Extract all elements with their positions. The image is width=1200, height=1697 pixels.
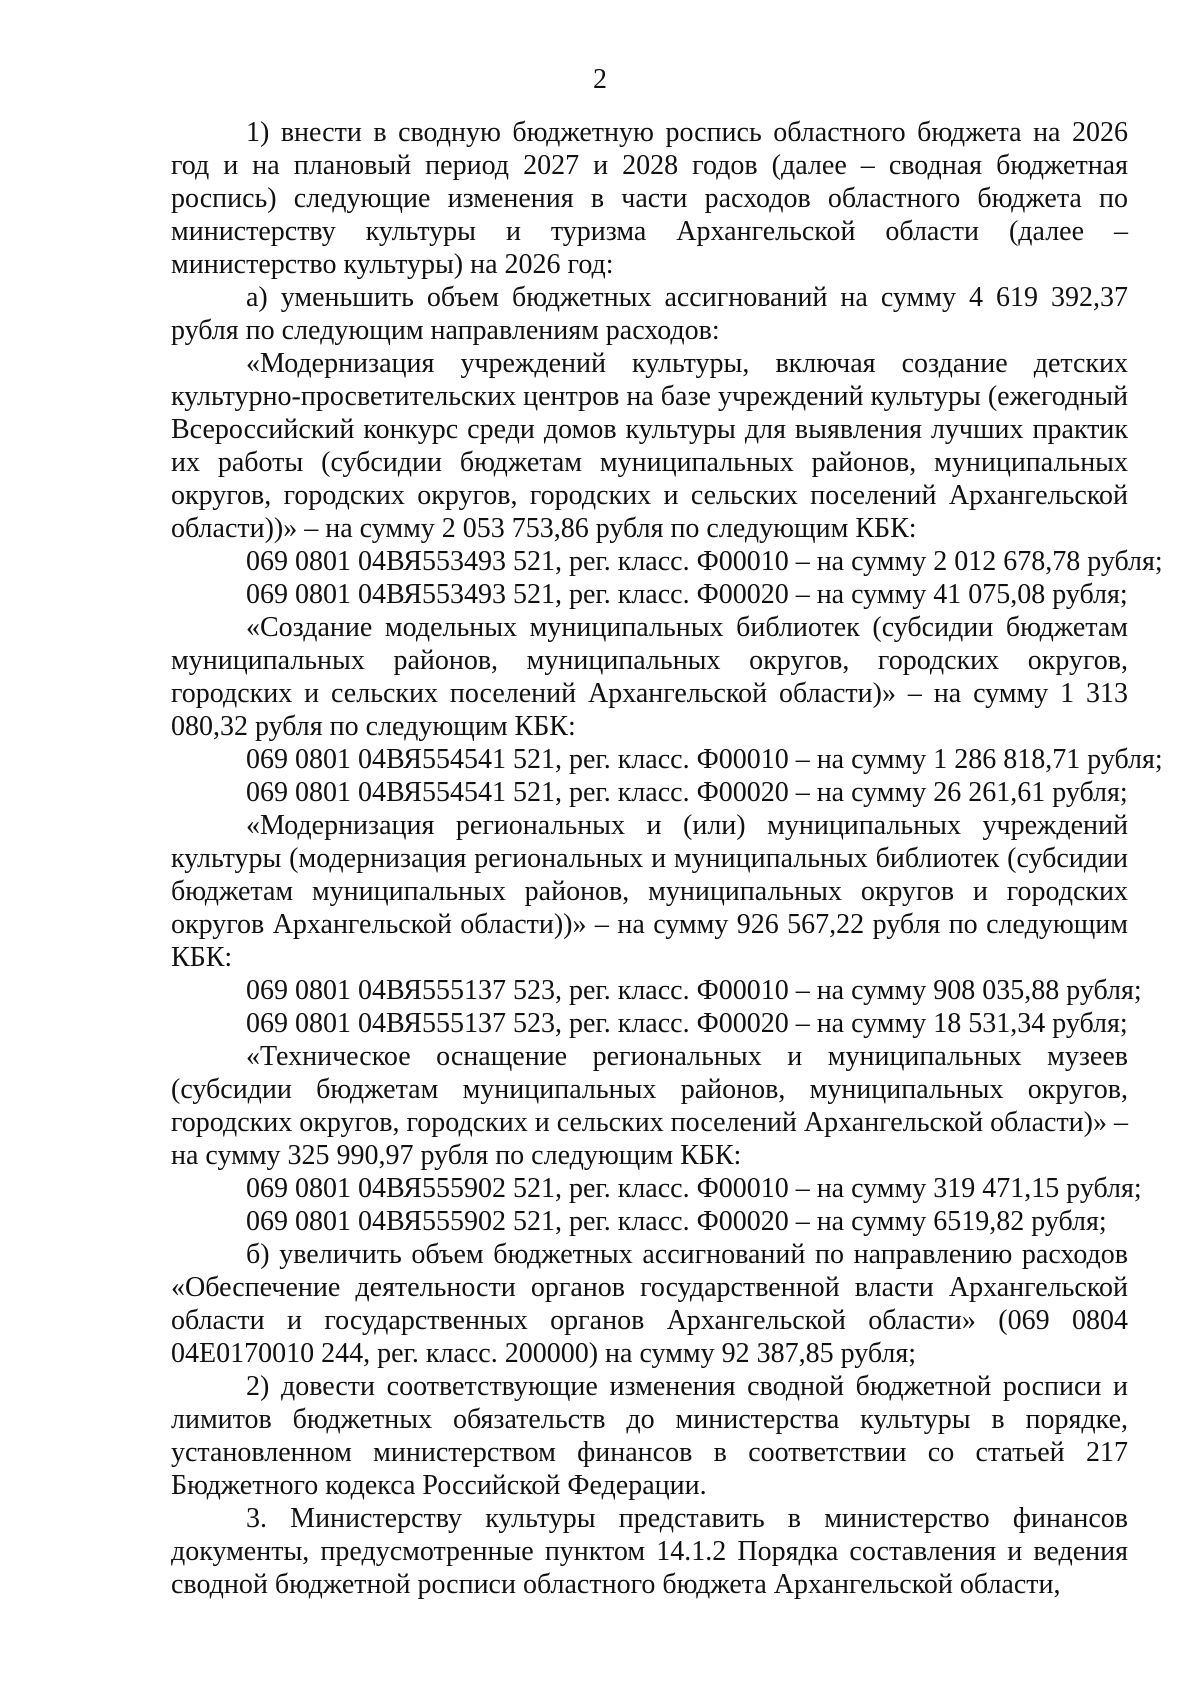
- paragraph-increase-allocations: б) увеличить объем бюджетных ассигнований по направлению расходов «Обеспечение деятельности органов государственной власти Архангельской области и государственных органов Архангельской области» (069 0804 04Е0170010 244, рег. класс. 200000) на сумму 92 387,85 рубля;: [171, 1239, 1128, 1369]
- page-number: 2: [593, 64, 607, 95]
- kbk-line: 069 0801 04ВЯ555137 523, рег. класс. Ф00020 – на сумму 18 531,34 рубля;: [246, 1008, 1128, 1039]
- paragraph-bring-changes: 2) довести соответствующие изменения сводной бюджетной росписи и лимитов бюджетных обязательств до министерства культуры в порядке, установленном министерством финансов в соответствии со статьей 217 Бюджетного кодекса Российской Федерации.: [171, 1371, 1128, 1501]
- kbk-line: 069 0801 04ВЯ553493 521, рег. класс. Ф00010 – на сумму 2 012 678,78 рубля;: [246, 546, 1163, 577]
- kbk-line: 069 0801 04ВЯ555902 521, рег. класс. Ф00020 – на сумму 6519,82 рубля;: [246, 1206, 1107, 1237]
- paragraph-museum-equipment: «Техническое оснащение региональных и муниципальных музеев (субсидии бюджетам муниципальных районов, муниципальных округов, городских округов, городских и сельских поселений Архангельской области)» – на сумму 325 990,97 рубля по следующим КБК:: [171, 1041, 1128, 1171]
- document-body: [171, 116, 1163, 1601]
- paragraph-ministry-documents: 3. Министерству культуры представить в министерство финансов документы, предусмотренные пунктом 14.1.2 Порядка составления и ведения сводной бюджетной росписи областного бюджета Архангельской области,: [171, 1503, 1128, 1600]
- kbk-line: 069 0801 04ВЯ554541 521, рег. класс. Ф00010 – на сумму 1 286 818,71 рубля;: [246, 744, 1163, 775]
- kbk-line: 069 0801 04ВЯ555902 521, рег. класс. Ф00010 – на сумму 319 471,15 рубля;: [246, 1173, 1142, 1204]
- kbk-line: 069 0801 04ВЯ553493 521, рег. класс. Ф00020 – на сумму 41 075,08 рубля;: [246, 579, 1128, 610]
- paragraph-library-modernization: «Модернизация региональных и (или) муниципальных учреждений культуры (модернизация региональных и муниципальных библиотек (субсидии бюджетам муниципальных районов, муниципальных округов и городских округов Архангельской области))» – на сумму 926 567,22 рубля по следующим КБК:: [171, 810, 1128, 973]
- paragraph-budget-changes: 1) внести в сводную бюджетную роспись областного бюджета на 2026 год и на плановый период 2027 и 2028 годов (далее – сводная бюджетная роспись) следующие изменения в части расходов областного бюджета по министерству культуры и туризма Архангельской области (далее – министерство культуры) на 2026 год:: [171, 117, 1128, 280]
- paragraph-model-libraries: «Создание модельных муниципальных библиотек (субсидии бюджетам муниципальных районов, муниципальных округов, городских округов, городских и сельских поселений Архангельской области)» – на сумму 1 313 080,32 рубля по следующим КБК:: [171, 612, 1128, 742]
- kbk-line: 069 0801 04ВЯ555137 523, рег. класс. Ф00010 – на сумму 908 035,88 рубля;: [246, 975, 1142, 1006]
- kbk-line: 069 0801 04ВЯ554541 521, рег. класс. Ф00020 – на сумму 26 261,61 рубля;: [246, 777, 1128, 808]
- paragraph-culture-modernization: «Модернизация учреждений культуры, включая создание детских культурно-просветительских центров на базе учреждений культуры (ежегодный Всероссийский конкурс среди домов культуры для выявления лучших практик их работы (субсидии бюджетам муниципальных районов, муниципальных округов, городских округов, городских и сельских поселений Архангельской области))» – на сумму 2 053 753,86 рубля по следующим КБК:: [171, 348, 1128, 544]
- paragraph-decrease-allocations: а) уменьшить объем бюджетных ассигнований на сумму 4 619 392,37 рубля по следующим направлениям расходов:: [171, 282, 1128, 346]
